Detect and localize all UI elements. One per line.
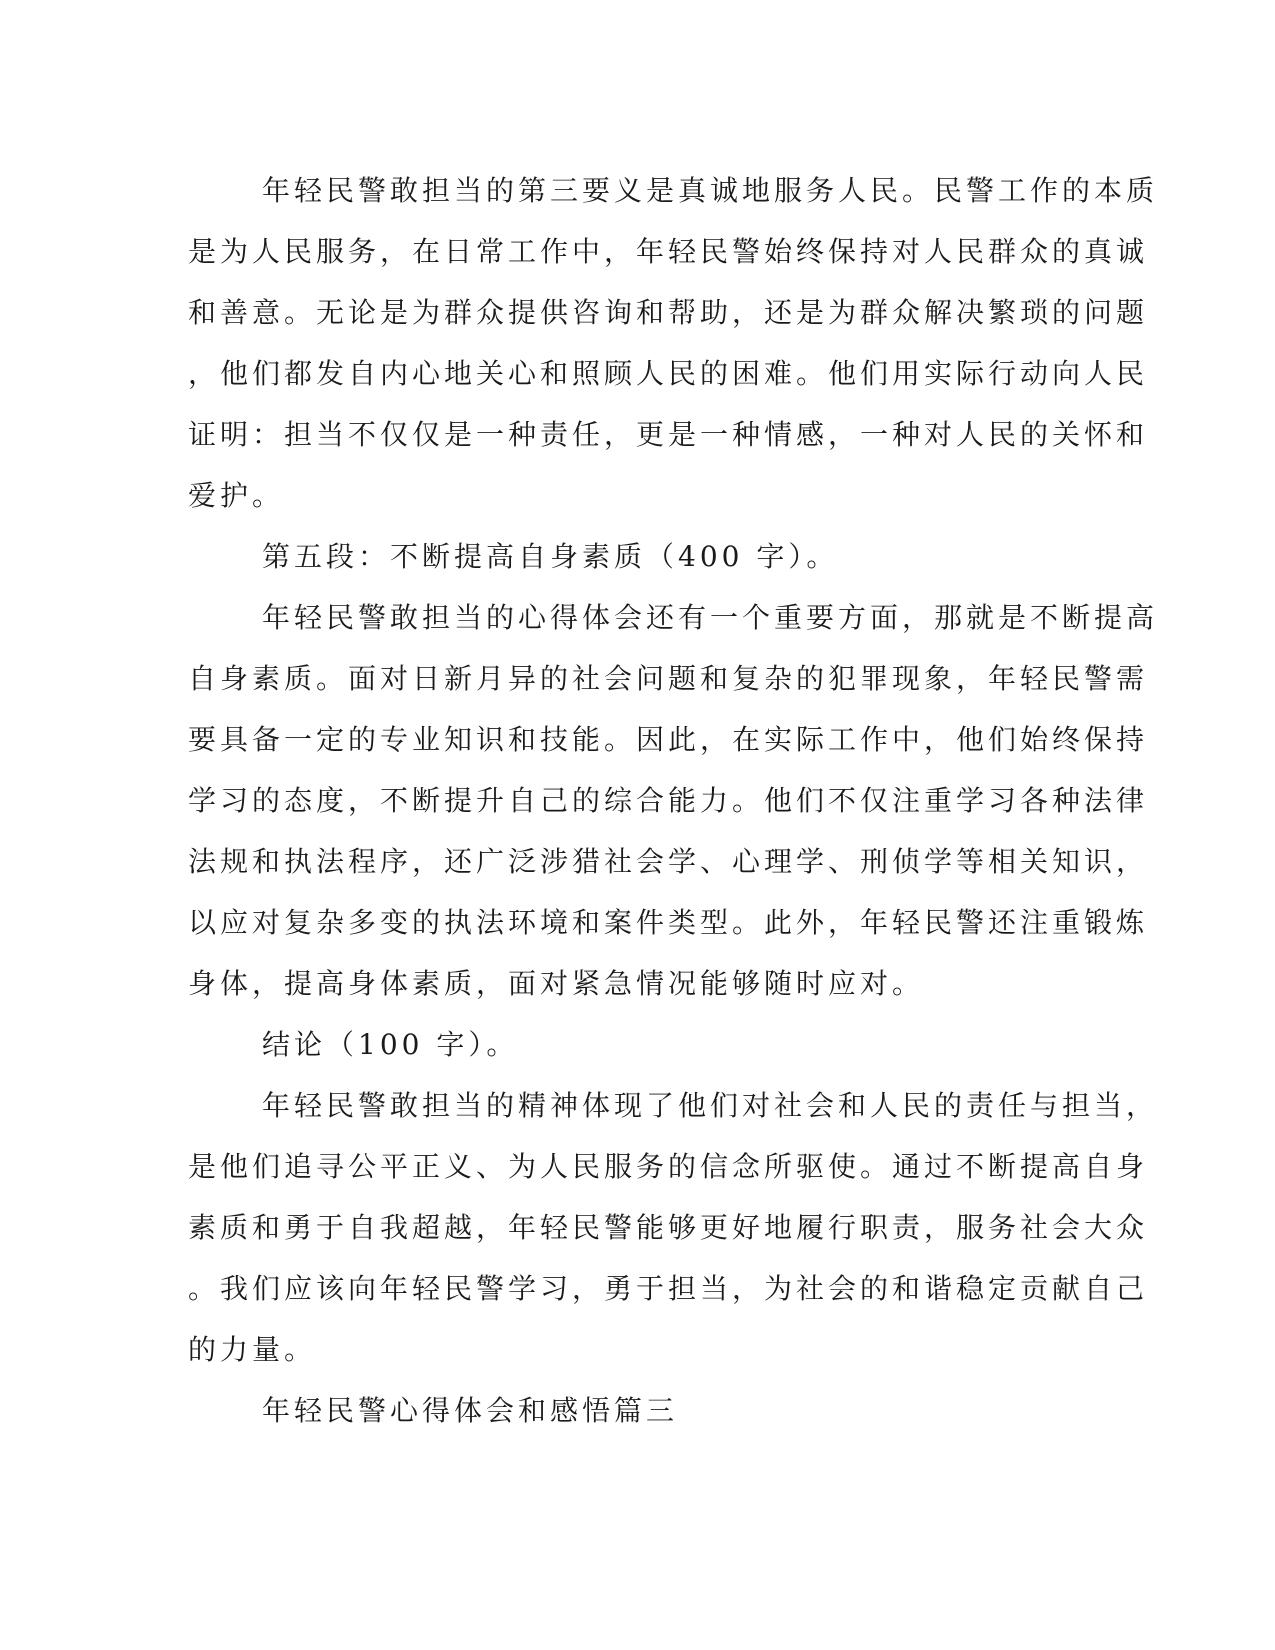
section-heading-part-three: 年轻民警心得体会和感悟篇三 — [262, 1394, 679, 1427]
text-line: 。我们应该向年轻民警学习，勇于担当，为社会的和谐稳定贡献自己 — [188, 1272, 1149, 1305]
text-line: 是他们追寻公平正义、为人民服务的信念所驱使。通过不断提高自身 — [188, 1150, 1149, 1183]
text-line: 自身素质。面对日新月异的社会问题和复杂的犯罪现象，年轻民警需 — [188, 662, 1149, 695]
text-line: 学习的态度，不断提升自己的综合能力。他们不仅注重学习各种法律 — [188, 784, 1149, 817]
text-line: 要具备一定的专业知识和技能。因此，在实际工作中，他们始终保持 — [188, 723, 1149, 756]
paragraph-improve-quality — [188, 587, 1159, 1014]
text-line: 是为人民服务，在日常工作中，年轻民警始终保持对人民群众的真诚 — [188, 235, 1149, 268]
text-line: 年轻民警敢担当的精神体现了他们对社会和人民的责任与担当， — [262, 1089, 1159, 1122]
paragraph-conclusion — [188, 1075, 1159, 1380]
document-body — [188, 160, 1159, 1441]
paragraph-serve-people — [188, 160, 1159, 526]
text-line: 年轻民警敢担当的第三要义是真诚地服务人民。民警工作的本质 — [262, 174, 1159, 207]
text-line: 证明：担当不仅仅是一种责任，更是一种情感，一种对人民的关怀和 — [188, 418, 1149, 451]
text-line: 和善意。无论是为群众提供咨询和帮助，还是为群众解决繁琐的问题 — [188, 296, 1149, 329]
text-line: ，他们都发自内心地关心和照顾人民的困难。他们用实际行动向人民 — [188, 357, 1149, 390]
text-line: 以应对复杂多变的执法环境和案件类型。此外，年轻民警还注重锻炼 — [188, 906, 1149, 939]
section-heading-five: 第五段：不断提高自身素质（400 字）。 — [262, 540, 839, 573]
text-line: 身体，提高身体素质，面对紧急情况能够随时应对。 — [188, 967, 925, 1000]
section-heading-conclusion: 结论（100 字）。 — [262, 1028, 519, 1061]
text-line: 年轻民警敢担当的心得体会还有一个重要方面，那就是不断提高 — [262, 601, 1159, 634]
text-line: 素质和勇于自我超越，年轻民警能够更好地履行职责，服务社会大众 — [188, 1211, 1149, 1244]
text-line: 的力量。 — [188, 1333, 317, 1366]
text-line: 法规和执法程序，还广泛涉猎社会学、心理学、刑侦学等相关知识， — [188, 845, 1149, 878]
text-line: 爱护。 — [188, 479, 285, 512]
